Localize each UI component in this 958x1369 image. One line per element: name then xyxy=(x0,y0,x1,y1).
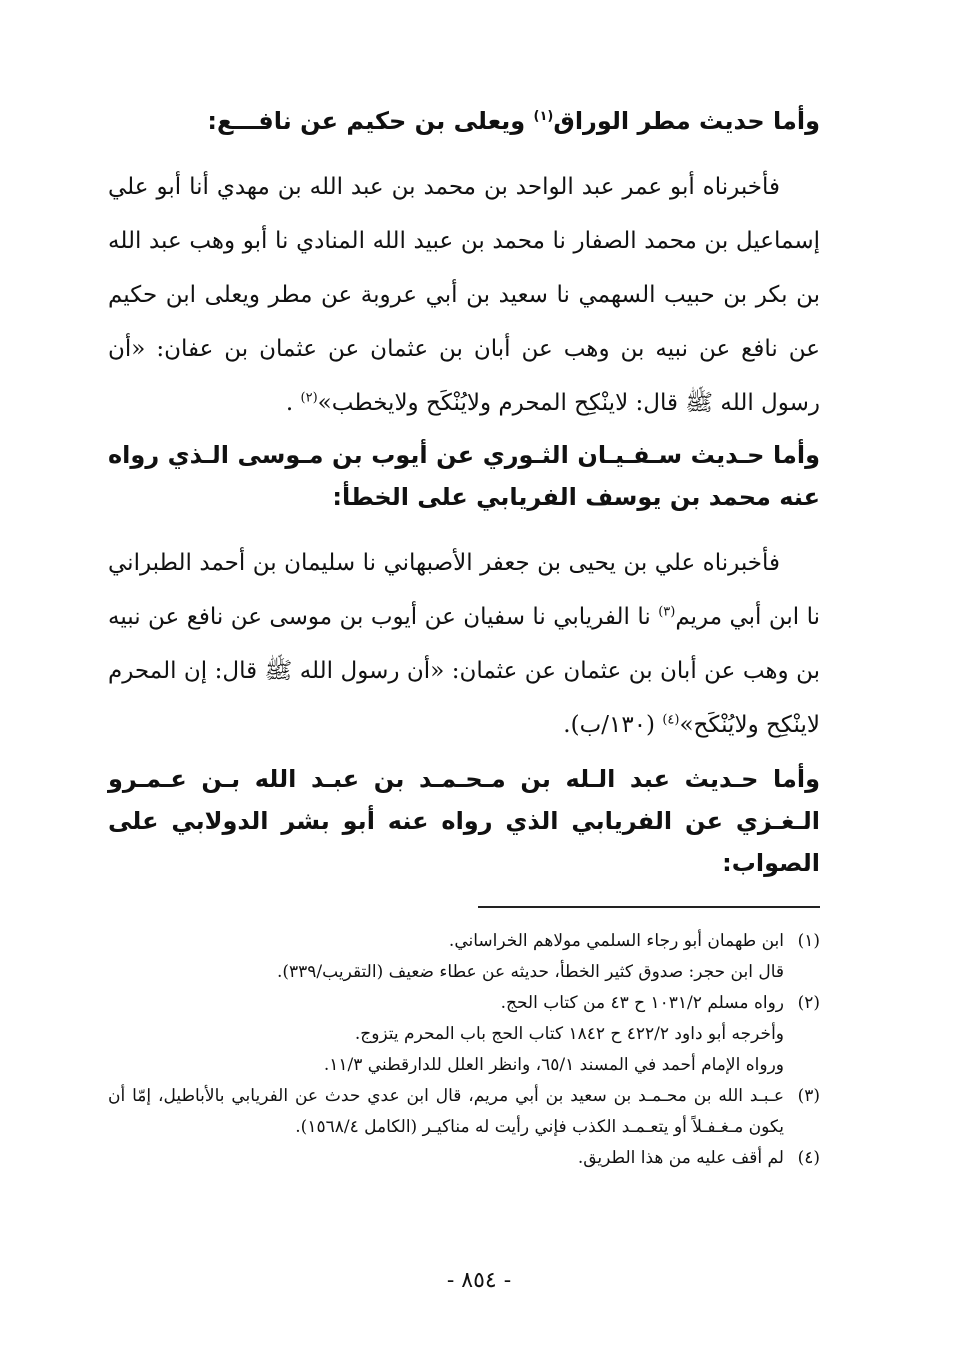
footnote-ref[interactable]: (٤) xyxy=(662,712,680,728)
footnote-item xyxy=(108,1081,820,1143)
page-number: - ٨٥٤ - xyxy=(446,1268,512,1293)
footnote-line: عـبـد الله بن محـمـد بن سعيد بن أبي مريم، قال ابن عدي حدث عن الفريابي بالأباطيل، إمّا أن يكون مـغـفـلاً أو يتعـمـد الكذب فإني رأيت له مناكيـر (الكامل ١٥٦٨/٤). xyxy=(108,1086,784,1137)
heading-text: وأما حديث مطر الوراق xyxy=(553,107,820,135)
footnote-body xyxy=(108,988,784,1081)
footnote-number: (٣) xyxy=(797,1086,820,1106)
paragraph-text: نا الفريابي نا سفيان عن أيوب بن موسى عن نافع عن نبيه بن وهب عن أبان بن عثمان عن عثمان: «أن رسول الله ﷺ قال: إن المحرم لاينْكِح ولايُنْكَح» xyxy=(108,604,820,738)
footnote-body xyxy=(108,1143,784,1174)
paragraph-text: فأخبرناه أبو عمر عبد الواحد بن محمد بن عبد الله بن مهدي أنا أبو علي إسماعيل بن محمد الصفار نا محمد بن عبيد الله المنادي نا أبو وهب عبد الله بن بكر بن حبيب السهمي نا سعيد بن أبي عروبة عن مطر ويعلى ابن حكيم عن نافع عن نبيه بن وهب عن أبان بن عثمان عن عثمان بن عفان: «أن رسول الله ﷺ قال: لاينْكِح المحرم ولايُنْكَح ولايخطب» xyxy=(108,174,820,416)
footnote-line: لم أقف عليه من هذا الطريق. xyxy=(577,1148,784,1168)
paragraph-end: (١٣٠/ب). xyxy=(563,712,663,738)
section-heading-sufyan: وأما حـديث سـفـيـان الثـوري عن أيوب بن مـوسى الـذي رواه عنه محمد بن يوسف الفريابي على الخطأ: xyxy=(108,441,820,511)
footnote-item xyxy=(108,988,820,1081)
document-page xyxy=(108,100,820,1340)
paragraph-end: . xyxy=(285,390,301,416)
body-paragraph xyxy=(108,536,820,752)
section-heading-matar xyxy=(108,100,820,142)
paragraph-text: فأخبرناه علي بن يحيى بن جعفر الأصبهاني نا سليمان بن أحمد الطبراني نا ابن أبي مريم xyxy=(108,550,820,630)
footnote-divider xyxy=(478,906,820,908)
footnote-line: رواه مسلم ١٠٣١/٢ ح ٤٣ من كتاب الحج. xyxy=(500,993,784,1013)
footnote-line: ابن طهمان أبو رجاء السلمي مولاهم الخراساني. xyxy=(448,931,784,951)
section-heading-ghazzi: وأما حـديث عبد الـله بن مـحـمـد بن عبـد الله بـن عـمـرو الـغـزي عن الفريابي الذي رواه عنه أبو بشر الدولابي على الصواب: xyxy=(108,765,820,877)
footnote-line: قال ابن حجر: صدوق كثير الخطأ، حديثه عن عطاء ضعيف (التقريب/٣٣٩). xyxy=(276,962,784,982)
footnote-body xyxy=(108,1081,784,1143)
footnote-ref[interactable]: (٣) xyxy=(658,604,676,620)
footnote-ref[interactable]: (١) xyxy=(533,109,554,124)
footnote-number: (٢) xyxy=(797,993,820,1013)
footnote-line: وأخرجه أبو داود ٤٢٢/٢ ح ١٨٤٢ كتاب الحج باب المحرم يتزوج. xyxy=(354,1024,784,1044)
heading-text: ويعلى بن حكيم عن نافـــع: xyxy=(207,107,534,135)
footnote-number: (١) xyxy=(797,931,820,951)
footnote-ref[interactable]: (٢) xyxy=(300,390,318,406)
footnote-line: ورواه الإمام أحمد في المسند ٦٥/١، وانظر العلل للدارقطني ١١/٣. xyxy=(323,1055,784,1075)
body-paragraph xyxy=(108,160,820,430)
footnote-body xyxy=(108,926,784,988)
footnote-item xyxy=(108,1143,820,1174)
footnote-item xyxy=(108,926,820,988)
footnotes xyxy=(108,926,820,1174)
footnote-number: (٤) xyxy=(797,1148,820,1168)
